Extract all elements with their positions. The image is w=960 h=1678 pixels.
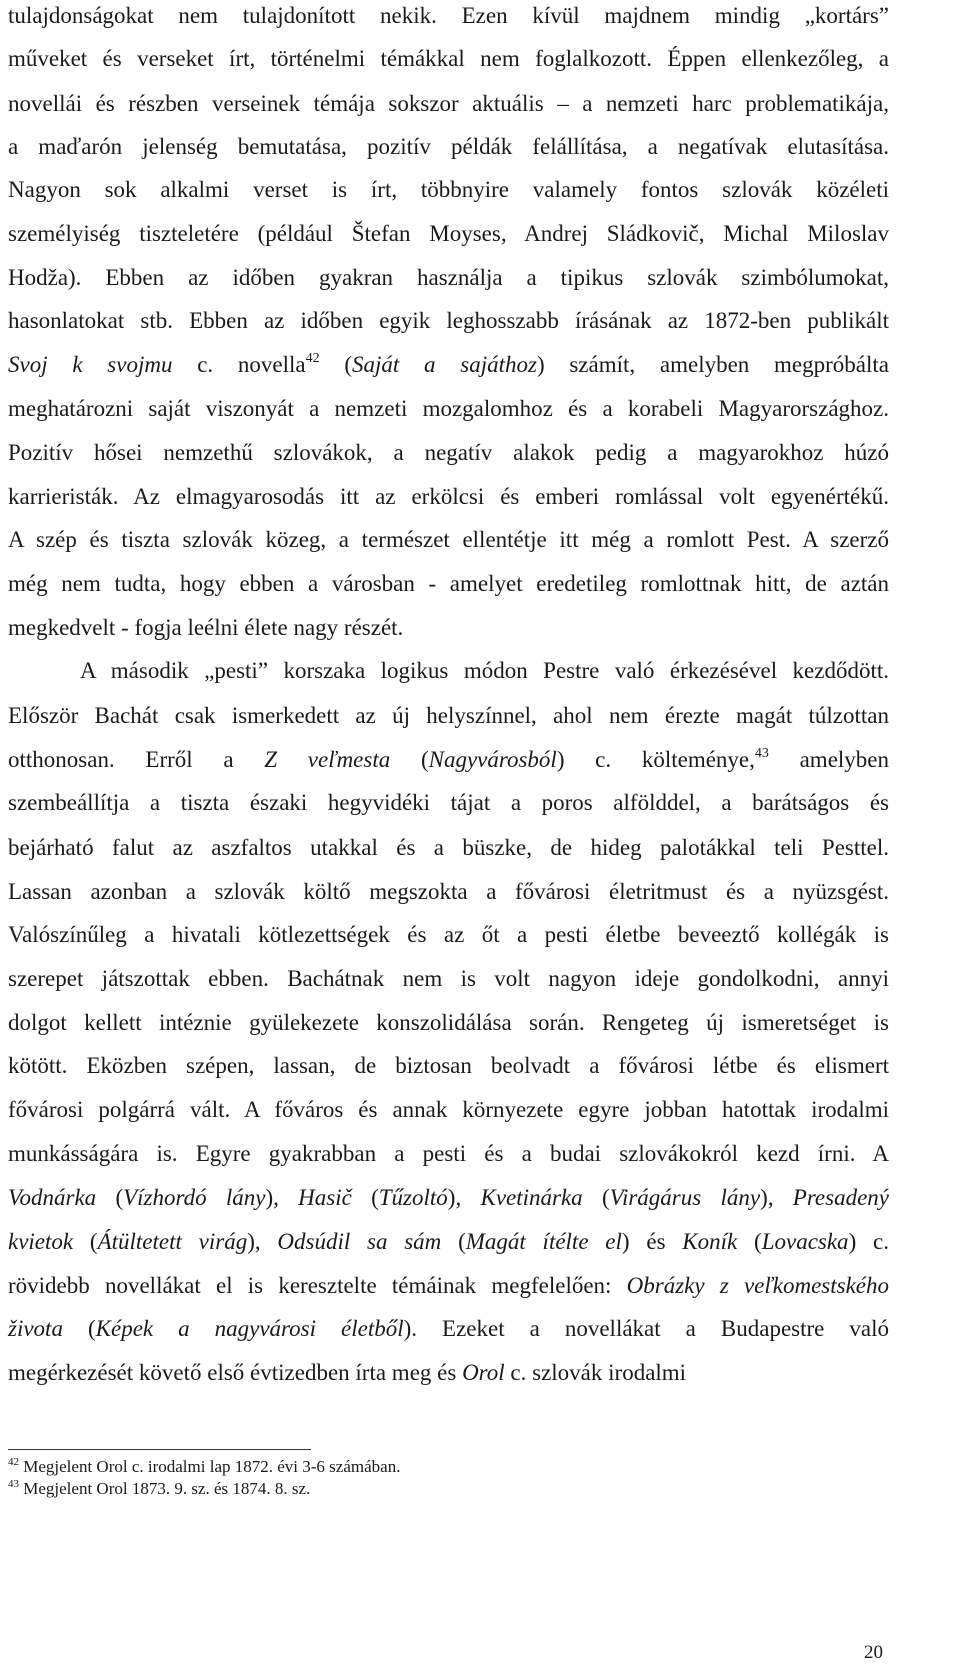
text-line (8, 1, 889, 31)
italic-title: Kvetinárka (480, 1185, 583, 1210)
text-line (8, 1183, 889, 1213)
text-segment: bejárható falut az aszfaltos utakkal és a büszke, de hideg palotákkal teli Pesttel. (8, 835, 889, 860)
text-line (8, 569, 889, 599)
text-segment: hasonlatokat stb. Ebben az időben egyik leghosszabb írásának az 1872-ben publikált (8, 308, 889, 333)
text-segment: ) c. költeménye, (556, 747, 755, 772)
text-segment: ( (582, 1185, 610, 1210)
text-segment: otthonosan. Erről a (8, 747, 265, 772)
italic-title: Hasič (298, 1185, 352, 1210)
italic-title: Képek a nagyvárosi életből (95, 1316, 404, 1341)
text-segment: Valószínűleg a hivatali kötlezettségek és az őt a pesti életbe beveeztő kollégák is (8, 922, 889, 947)
italic-title: Saját a sajáthoz (352, 352, 537, 377)
italic-title: Átültetett virág (97, 1229, 248, 1254)
text-line (8, 1314, 889, 1344)
text-segment: fővárosi polgárrá vált. A főváros és annak környezete egyre jobban hatottak irodalmi (8, 1097, 889, 1122)
text-line (8, 788, 889, 818)
text-segment: még nem tudta, hogy ebben a városban - amelyet eredetileg romlottnak hitt, de aztán (8, 571, 889, 596)
text-line (8, 175, 889, 205)
text-segment: amelyben (768, 747, 890, 772)
italic-title: Orol (462, 1360, 505, 1385)
text-line (8, 89, 889, 119)
italic-title: Lovacska (761, 1229, 849, 1254)
text-line (8, 701, 889, 731)
text-segment: A második „pesti” korszaka logikus módon Pestre való érkezésével kezdődött. (80, 658, 889, 683)
text-segment: ) c. (848, 1229, 889, 1254)
text-segment: c. szlovák irodalmi (504, 1360, 687, 1385)
text-segment: ), (247, 1229, 278, 1254)
footnote-marker: 43 (8, 1478, 19, 1490)
text-line (8, 1095, 889, 1125)
text-line (8, 219, 889, 249)
text-line (8, 394, 889, 424)
italic-title: kvietok (8, 1229, 74, 1254)
italic-title: života (8, 1316, 63, 1341)
text-segment: kötött. Eközben szépen, lassan, de biztosan beolvadt a fővárosi létbe és elismert (8, 1053, 889, 1078)
text-line (8, 964, 889, 994)
text-line (8, 306, 889, 336)
text-line (8, 438, 889, 468)
footnote-marker: 42 (8, 1456, 19, 1468)
footnote-reference: 43 (754, 746, 769, 761)
text-segment: rövidebb novellákat el is keresztelte témáinak megfelelően: (8, 1273, 627, 1298)
text-segment: karrieristák. Az elmagyarosodás itt az erkölcsi és emberi romlással volt egyenértékű. (8, 484, 889, 509)
text-line (8, 525, 889, 555)
italic-title: Presadený (792, 1185, 889, 1210)
text-line (8, 1227, 889, 1257)
footnote-reference: 42 (305, 351, 320, 366)
text-line (8, 920, 889, 950)
text-segment: tulajdonságokat nem tulajdonított nekik. Ezen kívül majdnem mindig „kortárs” (8, 3, 889, 28)
text-segment: dolgot kellett intéznie gyülekezete konszolidálása során. Rengeteg új ismeretséget is (8, 1010, 889, 1035)
text-segment: ) és (621, 1229, 683, 1254)
text-line (8, 482, 889, 512)
text-segment: a maďarón jelenség bemutatása, pozitív példák felállítása, a negatívak elutasítása. (8, 134, 889, 159)
footnote-text: Megjelent Orol c. irodalmi lap 1872. évi 3-6 számában. (19, 1457, 401, 1476)
text-line (8, 1139, 889, 1169)
text-segment: ( (441, 1229, 466, 1254)
text-segment: műveket és verseket írt, történelmi témákkal nem foglalkozott. Éppen ellenkezőleg, a (8, 46, 889, 71)
italic-title: Tűzoltó (378, 1185, 448, 1210)
text-line (8, 44, 889, 74)
italic-title: Vodnárka (8, 1185, 97, 1210)
text-line (8, 1271, 889, 1301)
text-line (8, 613, 889, 643)
text-segment: Lassan azonban a szlovák költő megszokta a fővárosi életritmust és a nyüzsgést. (8, 879, 889, 904)
text-line (8, 1358, 889, 1388)
text-segment: ( (737, 1229, 762, 1254)
text-segment: munkásságára is. Egyre gyakrabban a pesti és a budai szlovákokról kezd írni. A (8, 1141, 889, 1166)
text-segment: ( (96, 1185, 124, 1210)
footnote-43 (8, 1478, 310, 1500)
text-line (8, 877, 889, 907)
text-segment: személyiség tiszteletére (például Štefan Moyses, Andrej Sládkovič, Michal Miloslav (8, 221, 889, 246)
text-segment: ) számít, amelyben megpróbálta (536, 352, 889, 377)
text-segment: ( (73, 1229, 98, 1254)
text-segment: szerepet játszottak ebben. Bachátnak nem is volt nagyon ideje gondolkodni, annyi (8, 966, 889, 991)
italic-title: Svoj k svojmu (8, 352, 173, 377)
text-line (8, 132, 889, 162)
text-segment: ( (62, 1316, 96, 1341)
text-line (8, 833, 889, 863)
text-segment: szembeállítja a tiszta északi hegyvidéki tájat a poros alfölddel, a barátságos és (8, 790, 889, 815)
text-segment: ), (265, 1185, 299, 1210)
footnote-text: Megjelent Orol 1873. 9. sz. és 1874. 8. sz. (19, 1479, 311, 1498)
text-line (8, 745, 889, 775)
text-line (8, 1008, 889, 1038)
text-segment: ). Ezeket a novellákat a Budapestre való (403, 1316, 889, 1341)
text-segment: ( (390, 747, 429, 772)
text-segment: A szép és tiszta szlovák közeg, a természet ellentétje itt még a romlott Pest. A szerző (8, 527, 889, 552)
italic-title: Virágárus lány (609, 1185, 761, 1210)
footnote-separator (8, 1449, 311, 1450)
text-segment: meghatározni saját viszonyát a nemzeti mozgalomhoz és a korabeli Magyarországhoz. (8, 396, 889, 421)
text-segment: ( (319, 352, 352, 377)
italic-title: Z veľmesta (264, 747, 391, 772)
text-segment: Hodža). Ebben az időben gyakran használja a tipikus szlovák szimbólumokat, (8, 265, 889, 290)
text-line (8, 1051, 889, 1081)
italic-title: Koník (682, 1229, 738, 1254)
text-line (8, 263, 889, 293)
italic-title: Magát ítélte el (465, 1229, 622, 1254)
text-line (8, 350, 889, 380)
italic-title: Odsúdil sa sám (277, 1229, 442, 1254)
italic-title: Nagyvárosból (428, 747, 557, 772)
text-segment: megérkezését követő első évtizedben írta meg és (8, 1360, 463, 1385)
text-segment: Pozitív hősei nemzethű szlovákok, a negatív alakok pedig a magyarokhoz húzó (8, 440, 889, 465)
text-segment: Először Bachát csak ismerkedett az új helyszínnel, ahol nem érezte magát túlzottan (8, 703, 889, 728)
text-segment: novellái és részben verseinek témája sokszor aktuális – a nemzeti harc problematikája, (8, 91, 889, 116)
text-line (80, 656, 889, 686)
footnote-42 (8, 1456, 400, 1478)
text-segment: ), (447, 1185, 481, 1210)
text-segment: megkedvelt - fogja leélni élete nagy részét. (8, 615, 404, 640)
italic-title: Vízhordó lány (123, 1185, 266, 1210)
text-segment: ( (351, 1185, 379, 1210)
text-segment: c. novella (172, 352, 306, 377)
page-number: 20 (864, 1642, 883, 1663)
italic-title: Obrázky z veľkomestského (626, 1273, 889, 1298)
text-segment: Nagyon sok alkalmi verset is írt, többnyire valamely fontos szlovák közéleti (8, 177, 889, 202)
text-segment: ), (760, 1185, 793, 1210)
